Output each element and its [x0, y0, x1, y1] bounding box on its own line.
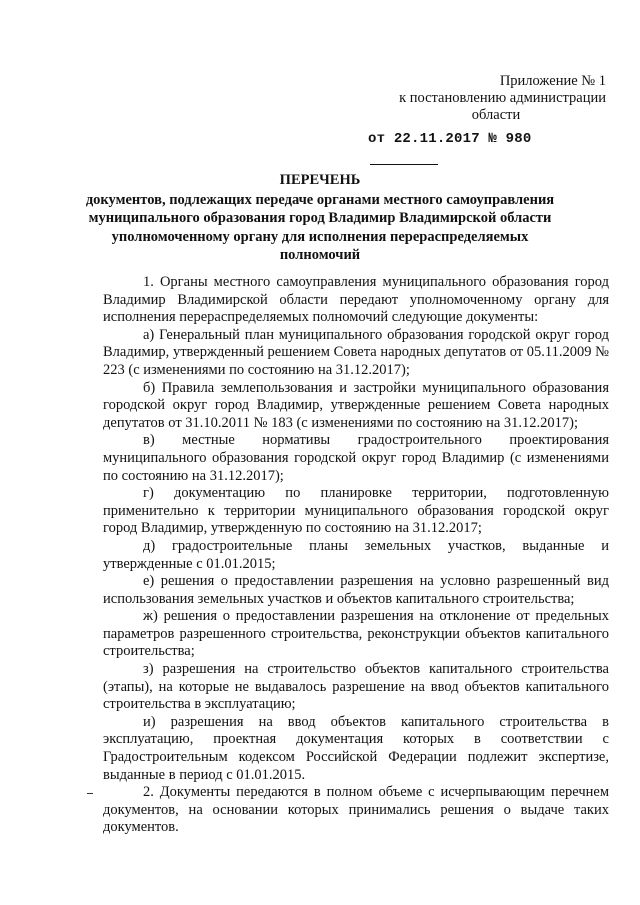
- title-subtitle: документов, подлежащих передаче органами местного самоуправления муниципального образования город Владимир Владимирской области уполномоченному органу для исполнения перераспределяемых полномочий: [85, 191, 555, 263]
- list-item: е) решения о предоставлении разрешения на условно разрешенный вид использования земельных участков и объектов капитального строительства;: [103, 573, 609, 607]
- margin-dash-mark: [87, 793, 93, 794]
- list-item: ж) решения о предоставлении разрешения на отклонение от предельных параметров разрешенного строительства, реконструкции объектов капитального строительства;: [103, 608, 609, 660]
- list-item: з) разрешения на строительство объектов капитального строительства (этапы), на которые не выдавалось разрешение на ввод объектов капитального строительства в эксплуатацию;: [103, 661, 609, 713]
- appendix-region-line: области: [471, 107, 521, 123]
- paragraph-2-text: 2. Документы передаются в полном объеме с исчерпывающим перечнем документов, на основании которых принимались решения о выдаче таких документов.: [103, 784, 609, 836]
- paragraph-1: 1. Органы местного самоуправления муниципального образования город Владимир Владимирской области передают уполномоченному органу для исполнения перераспределяемых полномочий следующие документы:: [103, 274, 609, 326]
- list-item: в) местные нормативы градостроительного проектирования муниципального образования городской округ город Владимир (с изменениями по состоянию на 31.12.2017);: [103, 432, 609, 484]
- document-title: [70, 171, 570, 265]
- title-heading: ПЕРЕЧЕНЬ: [279, 172, 361, 188]
- date-prefix: от: [368, 131, 386, 147]
- list-item: и) разрешения на ввод объектов капитального строительства в эксплуатацию, проектная документация которых в соответствии с Градостроительным кодексом Российской Федерации подлежит экспертизе, выданные в период с 01.01.2015.: [103, 713, 609, 783]
- appendix-header: [346, 73, 606, 165]
- appendix-resolution-line: к постановлению администрации: [399, 90, 606, 106]
- paragraph-2: [103, 784, 609, 837]
- appendix-date-line: [346, 131, 606, 165]
- appendix-label: Приложение № 1: [499, 73, 606, 89]
- signature-underline: [370, 163, 438, 165]
- resolution-date: 22.11.2017: [393, 131, 480, 147]
- list-item: г) документацию по планировке территории, подготовленную применительно к территории муниципального образования городской округ город Владимир, утвержденную по состоянию на 31.12.2017;: [103, 485, 609, 537]
- list-item: а) Генеральный план муниципального образования городской округ город Владимир, утвержденный решением Совета народных депутатов от 05.11.2009 № 223 (с изменениями по состоянию на 31.12.2017);: [103, 326, 609, 378]
- document-body: [103, 274, 609, 837]
- list-item: д) градостроительные планы земельных участков, выданные и утвержденные с 01.01.2015;: [103, 537, 609, 572]
- resolution-number: 980: [505, 131, 532, 147]
- number-prefix: №: [488, 131, 498, 147]
- list-item: б) Правила землепользования и застройки муниципального образования городской округ город Владимир, утвержденные решением Совета народных депутатов от 31.10.2011 № 183 (с изменениями по состоянию на 31.12.2017);: [103, 379, 609, 431]
